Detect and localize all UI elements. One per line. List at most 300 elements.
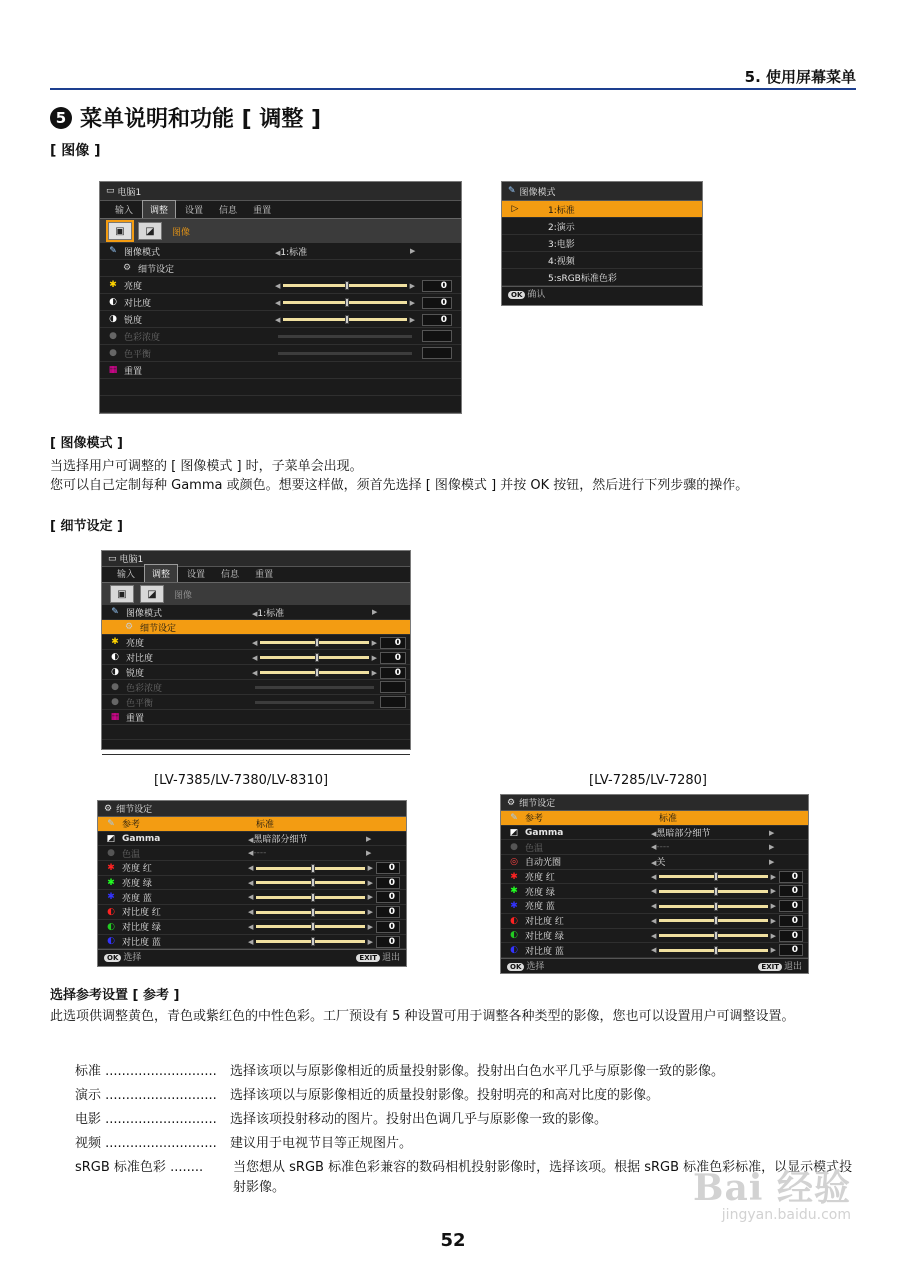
arrow-right-icon: ▶	[371, 668, 377, 677]
slider-track	[659, 875, 767, 878]
osd-slider[interactable]	[252, 654, 377, 662]
osd-detail-row[interactable]	[501, 914, 808, 929]
slider-knob[interactable]	[311, 893, 315, 902]
tab-adjust[interactable]: 调整	[144, 564, 178, 582]
osd-row-value-text: 黑暗部分细节	[656, 829, 711, 840]
osd-adjust-detail-menu	[101, 550, 411, 750]
osd-empty-row	[102, 725, 410, 740]
osd-detail-row[interactable]	[501, 855, 808, 870]
option-label: 3:电影	[548, 239, 575, 250]
slider-track	[283, 301, 406, 304]
osd-value-box: 0	[422, 297, 452, 309]
osd-slider[interactable]	[651, 932, 776, 940]
brightness-icon: ✱	[111, 637, 119, 647]
osd-dr-title: 细节设定	[519, 799, 556, 809]
sharpness-icon: ◑	[109, 314, 117, 324]
osd-row-label: 图像模式	[124, 247, 161, 258]
osd-row-label: 对比度	[124, 298, 152, 309]
osd-slider[interactable]	[275, 299, 415, 307]
color-temp-icon: ●	[107, 848, 115, 859]
arrow-left-icon: ◀	[252, 638, 258, 647]
osd2-source-title: 电脑1	[119, 555, 144, 565]
osd-detail-row[interactable]	[98, 920, 406, 935]
osd2-rows	[102, 605, 410, 755]
osd-row[interactable]	[102, 710, 410, 725]
picture-mode-icon: ✎	[109, 246, 117, 256]
osd-row-value-text: ----	[656, 842, 670, 853]
osd-value-box: 0	[376, 877, 400, 889]
option-label: 5:sRGB标准色彩	[548, 273, 617, 284]
osd-row-label: 对比度 蓝	[525, 946, 564, 957]
osd-row[interactable]	[100, 362, 461, 379]
slider-track	[659, 905, 767, 908]
osd-row-label: 锐度	[124, 315, 143, 326]
osd-slider[interactable]	[248, 893, 373, 901]
subtab-label: 图像	[174, 590, 193, 601]
osd-row-value-text: 标准	[256, 820, 275, 831]
osd-detail-row[interactable]	[501, 870, 808, 885]
osd-value-box: 0	[779, 871, 803, 883]
tab-setup[interactable]: 设置	[185, 206, 204, 216]
color-icon: ●	[111, 682, 119, 692]
osd-dl-title-bar	[98, 801, 406, 817]
slider-track	[278, 352, 412, 355]
picture-mode-heading: [ 图像模式 ]	[50, 436, 123, 451]
osd-slider[interactable]	[248, 908, 373, 916]
contrast-red-icon: ◐	[107, 906, 115, 917]
picture-mode-line2: 您可以自己定制每种 Gamma 或颜色。想要这样做，须首先选择 [ 图像模式 ] 并按 OK 按钮，然后进行下列步骤的操作。	[50, 478, 749, 493]
osd-detail-row[interactable]	[98, 817, 406, 832]
osd-row-value-text: ----	[253, 848, 267, 859]
osd-slider[interactable]	[252, 669, 377, 677]
slider-track	[256, 925, 364, 928]
image-options-tab-icon[interactable]: ◪	[140, 585, 164, 603]
arrow-left-icon: ◀	[248, 893, 254, 902]
osd-row-label: 对比度 蓝	[122, 937, 161, 948]
slider-knob[interactable]	[311, 908, 315, 917]
osd-dl-footer	[98, 949, 406, 963]
slider-knob[interactable]	[315, 638, 319, 647]
reference-intro: 此选项供调整黄色，青色或紫红色的中性色彩。工厂预设有 5 种设置可用于调整各种类型的影像，您也可以设置用户可调整设置。	[50, 1009, 795, 1024]
osd-row[interactable]	[102, 695, 410, 710]
osd-picture-mode-menu	[501, 181, 703, 306]
caption-right-models: [LV-7285/LV-7280]	[589, 773, 707, 788]
osd-row-label: 亮度 红	[122, 864, 152, 875]
slider-track	[278, 335, 412, 338]
slider-knob[interactable]	[714, 872, 718, 881]
subtab-label: 图像	[172, 227, 191, 238]
osd-subtabs	[100, 219, 461, 243]
monitor-icon: ▭	[106, 186, 115, 196]
osd-row-label: 重置	[126, 713, 145, 724]
osd-value-box	[380, 696, 406, 708]
contrast-green-icon: ◐	[107, 921, 115, 932]
osd-slider[interactable]	[651, 946, 776, 954]
osd-dr-rows	[501, 811, 808, 958]
osd-row[interactable]	[100, 294, 461, 311]
arrow-left-icon: ◀	[275, 248, 281, 257]
osd-value-box: 0	[376, 921, 400, 933]
arrow-left-icon: ◀	[248, 849, 254, 858]
osd-detail-row[interactable]	[98, 876, 406, 891]
osd-value-box: 0	[779, 944, 803, 956]
picture-mode-option[interactable]	[502, 252, 702, 269]
tab-reset[interactable]: 重置	[255, 570, 274, 580]
osd-value-box: 0	[376, 862, 400, 874]
image-options-tab-icon[interactable]: ◪	[138, 222, 162, 240]
osd-mode-footer	[502, 286, 702, 300]
osd-value-box: 0	[376, 906, 400, 918]
arrow-right-icon: ▶	[410, 247, 416, 255]
arrow-left-icon: ◀	[252, 668, 258, 677]
color-temp-icon: ●	[510, 842, 518, 853]
arrow-right-icon: ▶	[409, 281, 415, 290]
osd-row-value-text: 1:标准	[280, 247, 308, 258]
tab-input[interactable]: 输入	[117, 570, 136, 580]
tab-reset[interactable]: 重置	[253, 206, 272, 216]
osd-value-box: 0	[779, 930, 803, 942]
osd-value-box	[422, 347, 452, 359]
gamma-icon: ◩	[509, 827, 519, 838]
osd-row[interactable]	[100, 277, 461, 294]
slider-track	[255, 701, 374, 704]
osd-row-value	[651, 855, 665, 868]
tab-info[interactable]: 信息	[219, 206, 238, 216]
osd-slider[interactable]	[275, 316, 415, 324]
monitor-icon: ▭	[108, 553, 117, 564]
slider-knob[interactable]	[315, 653, 319, 662]
osd-row-label: 对比度 红	[525, 917, 564, 928]
slider-track	[659, 919, 767, 922]
contrast-blue-icon: ◐	[510, 945, 518, 956]
slider-track	[283, 284, 406, 287]
baidu-watermark	[693, 1160, 851, 1223]
section-number: 5	[50, 107, 72, 129]
osd-dr-footer	[501, 958, 808, 972]
osd-row-label: 细节设定	[138, 264, 175, 275]
osd-value-box: 0	[380, 667, 406, 679]
picture-mode-option[interactable]	[502, 218, 702, 235]
slider-track	[256, 896, 364, 899]
osd-detail-row[interactable]	[98, 890, 406, 905]
osd-detail-row[interactable]	[501, 840, 808, 855]
arrow-left-icon: ◀	[252, 609, 258, 618]
reset-icon: ▦	[108, 365, 118, 375]
osd-row[interactable]	[100, 311, 461, 328]
picture-tab-icon[interactable]: ▣	[110, 585, 134, 603]
picture-mode-option[interactable]	[502, 201, 702, 218]
option-label: 2:演示	[548, 222, 575, 233]
term-standard: 标准	[75, 1064, 102, 1079]
osd-slider[interactable]	[651, 873, 776, 881]
slider-track	[260, 656, 368, 659]
arrow-left-icon: ◀	[248, 836, 254, 845]
osd-detail-row[interactable]	[501, 826, 808, 841]
osd-row-label: 亮度 蓝	[525, 902, 555, 913]
slider-track	[260, 671, 368, 674]
slider-track	[256, 911, 364, 914]
contrast-icon: ◐	[111, 652, 119, 662]
slider-track	[260, 641, 368, 644]
brightness-icon: ✱	[109, 280, 117, 290]
osd-detail-row[interactable]	[501, 943, 808, 958]
list-item: 电影 ...........................	[75, 1112, 217, 1127]
arrow-left-icon: ◀	[248, 864, 254, 873]
osd-row-label: 色彩浓度	[126, 683, 163, 694]
osd-value-box: 0	[380, 637, 406, 649]
osd-row-label: 色彩浓度	[124, 332, 161, 343]
sharpness-icon: ◑	[111, 667, 119, 677]
osd-row-label: 亮度 红	[525, 873, 555, 884]
osd-row-label: 亮度 绿	[525, 887, 555, 898]
osd-slider[interactable]	[275, 282, 415, 290]
arrow-left-icon: ◀	[248, 937, 254, 946]
ok-button-icon: OK	[507, 963, 524, 971]
brightness-red-icon: ✱	[510, 871, 518, 882]
page-number: 52	[440, 1230, 466, 1251]
list-item: 视频 ...........................	[75, 1136, 217, 1151]
arrow-left-icon: ◀	[275, 298, 281, 307]
picture-tab-icon[interactable]: ▣	[108, 222, 132, 240]
osd-row-value	[252, 606, 284, 619]
list-item: 标准 ...........................	[75, 1064, 217, 1079]
osd-row[interactable]	[100, 328, 461, 345]
osd-row-label: 重置	[124, 366, 143, 377]
slider-knob[interactable]	[714, 916, 718, 925]
osd-detail-row[interactable]	[501, 899, 808, 914]
slider-knob[interactable]	[714, 931, 718, 940]
chapter-title: 5. 使用屏幕菜单	[744, 68, 856, 86]
slider-knob[interactable]	[345, 281, 349, 290]
osd-detail-row[interactable]	[98, 846, 406, 861]
exit-label: 退出	[783, 961, 802, 972]
osd-row-label: 对比度 绿	[122, 923, 161, 934]
arrow-right-icon: ▶	[769, 828, 775, 837]
desc-srgb: 当您想从 sRGB 标准色彩兼容的数码相机投射影像时，选择该项。根据 sRGB 标准色彩标准，以显示模式投射影像。	[233, 1160, 853, 1195]
desc-video: 建议用于电视节目等正规图片。	[230, 1136, 413, 1151]
osd-row[interactable]	[102, 620, 410, 635]
slider-knob[interactable]	[714, 887, 718, 896]
arrow-right-icon: ▶	[371, 638, 377, 647]
arrow-right-icon: ▶	[770, 872, 776, 881]
slider-knob[interactable]	[311, 922, 315, 931]
osd-slider[interactable]	[248, 938, 373, 946]
osd-slider	[275, 349, 415, 357]
osd-detail-row[interactable]	[501, 929, 808, 944]
osd-slider	[252, 698, 377, 706]
osd-value-box: 0	[779, 900, 803, 912]
osd-row-label: Gamma	[122, 833, 161, 844]
osd-row-label: 自动光圈	[525, 858, 562, 869]
reference-icon: ✎	[107, 818, 115, 829]
brightness-green-icon: ✱	[510, 886, 518, 897]
picture-mode-option[interactable]	[502, 235, 702, 252]
arrow-right-icon: ▶	[409, 298, 415, 307]
arrow-right-icon: ▶	[770, 931, 776, 940]
confirm-label: 确认	[527, 290, 546, 300]
slider-knob[interactable]	[311, 937, 315, 946]
arrow-left-icon: ◀	[651, 931, 657, 940]
osd-value-box	[422, 330, 452, 342]
osd-value-box: 0	[380, 652, 406, 664]
subsection-picture: [ 图像 ]	[50, 143, 101, 159]
contrast-blue-icon: ◐	[107, 936, 115, 947]
osd-detail-row[interactable]	[98, 905, 406, 920]
osd-row-value	[275, 245, 307, 258]
arrow-right-icon: ▶	[367, 864, 373, 873]
ok-button-icon: OK	[104, 954, 121, 962]
osd-slider	[275, 332, 415, 340]
osd-value-box: 0	[779, 885, 803, 897]
slider-knob[interactable]	[345, 315, 349, 324]
osd-value-box: 0	[376, 936, 400, 948]
slider-track	[659, 934, 767, 937]
osd-row-label: 色平衡	[124, 349, 152, 360]
osd-slider[interactable]	[252, 639, 377, 647]
slider-track	[256, 940, 364, 943]
ok-button-icon: OK	[508, 291, 525, 299]
slider-track	[659, 890, 767, 893]
osd-detail-row[interactable]	[501, 811, 808, 826]
arrow-right-icon: ▶	[366, 849, 372, 858]
slider-track	[283, 318, 406, 321]
osd-row-label: 对比度 绿	[525, 931, 564, 942]
osd-slider[interactable]	[248, 879, 373, 887]
desc-standard: 选择该项以与原影像相近的质量投射影像。投射出白色水平几乎与原影像一致的影像。	[230, 1064, 725, 1079]
osd-row[interactable]	[102, 635, 410, 650]
slider-knob[interactable]	[311, 878, 315, 887]
osd-row-label: 参考	[122, 820, 141, 831]
osd-row[interactable]	[102, 650, 410, 665]
osd-row-label: 图像模式	[126, 608, 163, 619]
slider-knob[interactable]	[714, 946, 718, 955]
osd-detail-row[interactable]	[98, 935, 406, 950]
osd-row-label: 对比度	[126, 653, 154, 664]
osd-row[interactable]	[100, 345, 461, 362]
osd-row[interactable]	[100, 260, 461, 277]
arrow-right-icon: ▶	[366, 834, 372, 843]
tab-adjust[interactable]: 调整	[142, 200, 176, 218]
arrow-left-icon: ◀	[651, 843, 657, 852]
osd-row-value-text: 1:标准	[257, 608, 285, 619]
slider-knob[interactable]	[345, 298, 349, 307]
arrow-right-icon: ▶	[769, 843, 775, 852]
osd-slider[interactable]	[651, 917, 776, 925]
osd-value-box: 0	[779, 915, 803, 927]
osd-slider[interactable]	[651, 902, 776, 910]
osd-row[interactable]	[100, 243, 461, 260]
header-divider	[50, 88, 856, 90]
osd-slider[interactable]	[651, 887, 776, 895]
osd-dr-title-bar	[501, 795, 808, 811]
picture-mode-option[interactable]	[502, 269, 702, 286]
slider-knob[interactable]	[311, 864, 315, 873]
arrow-right-icon: ▶	[367, 908, 373, 917]
osd-detail-row[interactable]	[98, 832, 406, 847]
osd-detail-right	[500, 794, 809, 974]
reference-heading: 选择参考设置 [ 参考 ]	[50, 988, 180, 1003]
osd-dl-title: 细节设定	[116, 805, 153, 815]
osd-row-value	[248, 848, 266, 858]
arrow-right-icon: ▶	[367, 922, 373, 931]
osd-mode-title: 图像模式	[519, 187, 556, 198]
osd-row-value	[256, 817, 274, 830]
brightness-green-icon: ✱	[107, 877, 115, 888]
hue-icon: ●	[111, 697, 119, 707]
term-presentation: 演示	[75, 1088, 102, 1103]
osd-source-title: 电脑1	[117, 187, 142, 198]
tab-setup[interactable]: 设置	[187, 570, 206, 580]
slider-knob[interactable]	[714, 902, 718, 911]
arrow-right-icon: ▶	[770, 916, 776, 925]
osd-tabs	[100, 201, 461, 219]
arrow-left-icon: ◀	[248, 878, 254, 887]
osd-value-box: 0	[422, 314, 452, 326]
arrow-right-icon: ▶	[371, 653, 377, 662]
select-label: 选择	[123, 953, 142, 964]
term-srgb: sRGB 标准色彩	[75, 1160, 166, 1175]
arrow-left-icon: ◀	[651, 902, 657, 911]
arrow-left-icon: ◀	[651, 916, 657, 925]
osd-slider[interactable]	[248, 923, 373, 931]
picture-mode-icon: ✎	[111, 607, 119, 617]
reset-icon: ▦	[110, 712, 120, 722]
osd-slider[interactable]	[248, 864, 373, 872]
slider-knob[interactable]	[315, 668, 319, 677]
osd-row-label: 亮度	[124, 281, 143, 292]
arrow-left-icon: ◀	[275, 281, 281, 290]
osd-detail-left	[97, 800, 407, 967]
osd-detail-row[interactable]	[98, 861, 406, 876]
osd-row-value	[651, 842, 669, 852]
exit-button-icon: EXIT	[758, 963, 782, 971]
contrast-icon: ◐	[109, 297, 117, 307]
osd-value-box: 0	[422, 280, 452, 292]
osd-row-value-text: 黑暗部分细节	[253, 835, 308, 846]
osd-mode-title-bar	[502, 182, 702, 201]
osd-row[interactable]	[102, 680, 410, 695]
detail-icon: ⚙	[124, 622, 134, 632]
tab-info[interactable]: 信息	[221, 570, 240, 580]
osd-row-label: 色平衡	[126, 698, 154, 709]
tab-input[interactable]: 输入	[115, 206, 134, 216]
contrast-green-icon: ◐	[510, 930, 518, 941]
picture-mode-icon: ✎	[508, 186, 516, 196]
desc-movie: 选择该项投射移动的图片。投射出色调几乎与原影像一致的影像。	[230, 1112, 608, 1127]
osd-detail-row[interactable]	[501, 884, 808, 899]
list-item: 演示 ...........................	[75, 1088, 217, 1103]
arrow-left-icon: ◀	[248, 922, 254, 931]
section-title	[50, 102, 321, 133]
option-label: 1:标准	[548, 205, 575, 216]
arrow-right-icon: ▶	[409, 315, 415, 324]
arrow-left-icon: ◀	[651, 830, 657, 839]
osd-row-label: 亮度	[126, 638, 145, 649]
osd-row[interactable]	[102, 665, 410, 680]
slider-track	[659, 949, 767, 952]
caption-left-models: [LV-7385/LV-7380/LV-8310]	[154, 773, 329, 788]
term-movie: 电影	[75, 1112, 102, 1127]
osd-empty-row	[100, 396, 461, 413]
osd-main-rows	[100, 243, 461, 413]
watermark-url: jingyan.baidu.com	[721, 1207, 851, 1223]
osd-row[interactable]	[102, 605, 410, 620]
slider-track	[255, 686, 374, 689]
osd-empty-row	[102, 740, 410, 755]
osd-row-value-text: 标准	[659, 814, 678, 825]
color-icon: ●	[109, 331, 117, 341]
osd-row-value	[248, 832, 307, 845]
